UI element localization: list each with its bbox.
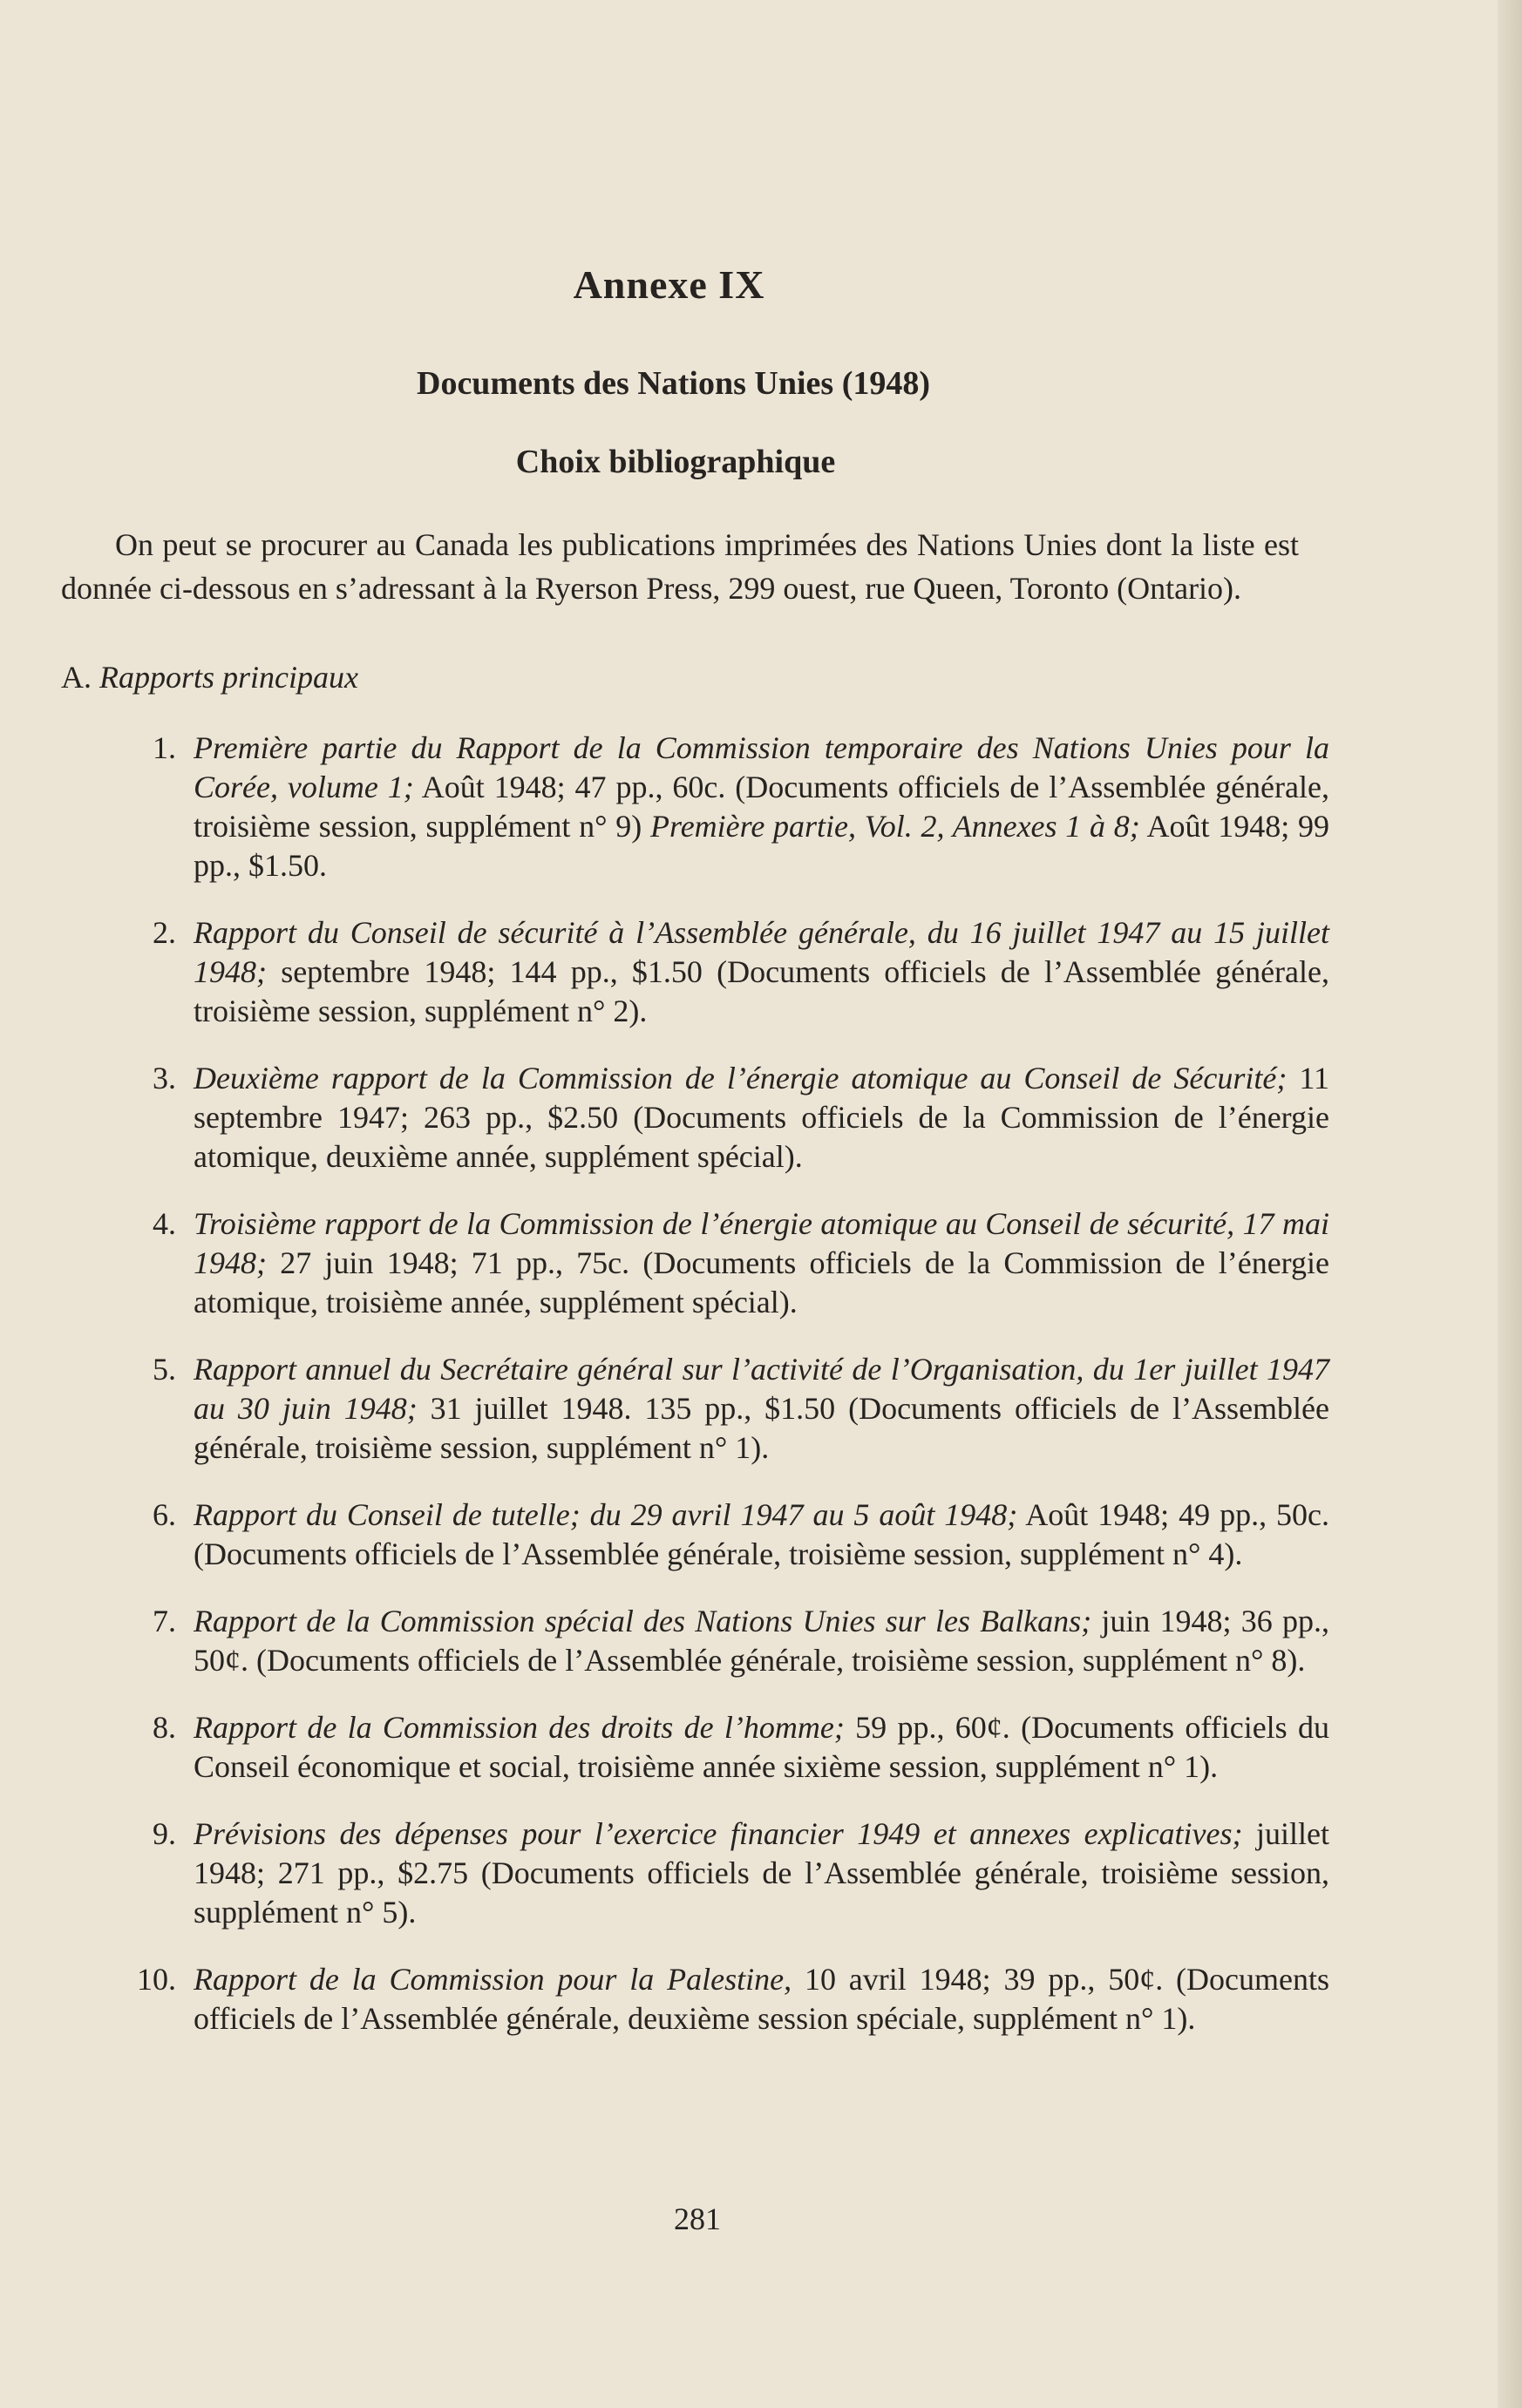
item-title: Rapport du Conseil de tutelle; du 29 avril 1947 au 5 août 1948; [194, 1497, 1018, 1532]
section-title: Rapports principaux [99, 660, 358, 695]
list-item [131, 1602, 1329, 1680]
list-item [131, 1496, 1329, 1574]
item-details: 11 septembre 1947; 263 pp., $2.50 (Documents officiels de la Commission de l’énergie atomique, deuxième année, supplément spécial). [194, 1061, 1329, 1174]
page-edge [1498, 0, 1522, 2408]
item-details: 59 pp., 60¢. (Documents officiels du Conseil économique et social, troisième année sixième session, supplément n° 1). [194, 1710, 1329, 1784]
item-title: Rapport de la Commission spécial des Nations Unies sur les Balkans; [194, 1604, 1092, 1638]
list-item [131, 1814, 1329, 1932]
item-number: 2. [153, 915, 176, 950]
item-details: 10 avril 1948; 39 pp., 50¢. (Documents officiels de l’Assemblée générale, deuxième session spéciale, supplément n° 1). [194, 1962, 1329, 2036]
item-title: Prévisions des dépenses pour l’exercice financier 1949 et annexes explicatives; [194, 1816, 1243, 1851]
item-details: 27 juin 1948; 71 pp., 75c. (Documents officiels de la Commission de l’énergie atomique, troisième année, supplément spécial). [194, 1245, 1329, 1319]
item-details: juin 1948; 36 pp., 50¢. (Documents officiels de l’Assemblée générale, troisième session, supplément n° 8). [194, 1604, 1329, 1678]
report-list [131, 729, 1329, 2066]
item-number: 9. [153, 1816, 176, 1851]
list-item [131, 1059, 1329, 1177]
item-title: Rapport de la Commission des droits de l’homme; [194, 1710, 845, 1745]
section-heading [61, 655, 358, 699]
item-title: Rapport de la Commission pour la Palestine, [194, 1962, 792, 1997]
item-details: Août 1948; 47 pp., 60c. (Documents officiels de l’Assemblée générale, troisième session, supplément n° 9) [194, 770, 1329, 844]
document-subtitle: Choix bibliographique [515, 444, 836, 480]
section-letter: A. [61, 660, 92, 695]
item-number: 8. [153, 1710, 176, 1745]
list-item [131, 913, 1329, 1031]
item-title: Rapport annuel du Secrétaire général sur l’activité de l’Organisation, du 1er juillet 1947 au 30 juin 1948; [194, 1352, 1329, 1426]
item-number: 5. [153, 1352, 176, 1387]
list-item [131, 729, 1329, 885]
intro-paragraph: On peut se procurer au Canada les publications imprimées des Nations Unies dont la liste est donnée ci-dessous en s’adressant à la Ryerson Press, 299 ouest, rue Queen, Toronto (Ontario). [61, 527, 1299, 606]
item-number: 6. [153, 1497, 176, 1532]
item-title: Rapport du Conseil de sécurité à l’Assemblée générale, du 16 juillet 1947 au 15 juillet 1948; [194, 915, 1329, 989]
list-item [131, 1204, 1329, 1322]
document-title: Documents des Nations Unies (1948) [417, 365, 930, 402]
item-title-second: Première partie, Vol. 2, Annexes 1 à 8; [650, 809, 1140, 844]
item-number: 7. [153, 1604, 176, 1638]
item-details-second: Août 1948; 99 pp., $1.50. [194, 809, 1329, 883]
item-title: Première partie du Rapport de la Commission temporaire des Nations Unies pour la Corée, volume 1; [194, 730, 1329, 804]
item-details: 31 juillet 1948. 135 pp., $1.50 (Documents officiels de l’Assemblée générale, troisième session, supplément n° 1). [194, 1391, 1330, 1465]
item-number: 4. [153, 1206, 176, 1241]
page-number: 281 [674, 2201, 721, 2236]
item-number: 3. [153, 1061, 176, 1095]
item-title: Troisième rapport de la Commission de l’énergie atomique au Conseil de sécurité, 17 mai 1948; [194, 1206, 1329, 1280]
list-item [131, 1960, 1329, 2038]
list-item [131, 1350, 1329, 1468]
item-title: Deuxième rapport de la Commission de l’énergie atomique au Conseil de Sécurité; [194, 1061, 1288, 1095]
item-details: juillet 1948; 271 pp., $2.75 (Documents officiels de l’Assemblée générale, troisième session, supplément n° 5). [194, 1816, 1329, 1930]
item-details: septembre 1948; 144 pp., $1.50 (Documents officiels de l’Assemblée générale, troisième session, supplément n° 2). [194, 954, 1329, 1028]
annexe-title: Annexe IX [573, 262, 765, 307]
item-details: Août 1948; 49 pp., 50c. (Documents officiels de l’Assemblée générale, troisième session, supplément n° 4). [194, 1497, 1330, 1571]
item-number: 10. [137, 1962, 176, 1997]
list-item [131, 1708, 1329, 1787]
item-number: 1. [153, 730, 176, 765]
